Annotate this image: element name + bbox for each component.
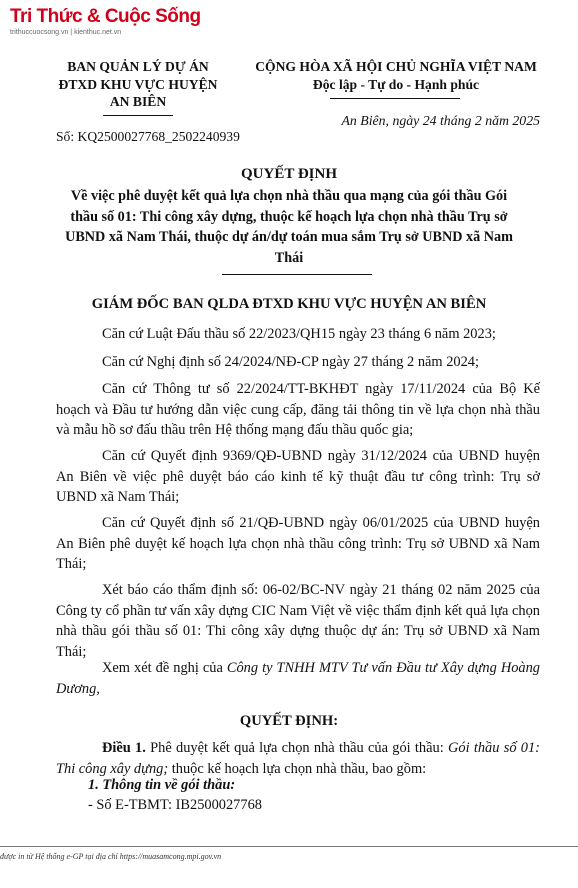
basis-circular: Căn cứ Thông tư số 22/2024/TT-BKHĐT ngày 17/11/2024 của Bộ Kế hoạch và Đầu tư hướng dẫn việc cung cấp, đăng tải thông tin về lựa chọn nhà thầu và mẫu hồ sơ đấu thầu trên Hệ thống mạng đấu thầu quốc gia; <box>56 381 540 438</box>
document-subject <box>40 186 538 268</box>
title-underline <box>222 274 372 275</box>
footer-divider <box>0 846 578 847</box>
proposal-paragraph <box>56 658 540 699</box>
subject-line-3: UBND xã Nam Thái, thuộc dự án/dự toán mua sắm Trụ sở UBND xã Nam <box>65 229 513 245</box>
proposal-prefix: Xem xét đề nghị của <box>102 660 227 676</box>
document-number: Số: KQ2500027768_2502240939 <box>56 129 240 144</box>
appraisal-report: Xét báo cáo thẩm định số: 06-02/BC-NV ngày 21 tháng 02 năm 2025 của Công ty cổ phần tư vấn xây dựng CIC Nam Việt về việc thẩm định kết quả lựa chọn nhà thầu gói thầu số 01: Thi công xây dựng thuộc dự án: Trụ sở UBND xã Nam Thái; <box>56 582 540 660</box>
logo-urls: trithuccuocsong.vn | kienthuc.net.vn <box>10 29 122 36</box>
article-1-label: Điều 1. <box>102 740 146 756</box>
basis-decree: Căn cứ Nghị định số 24/2024/NĐ-CP ngày 27 tháng 2 năm 2024; <box>102 354 480 370</box>
document-title: QUYẾT ĐỊNH <box>241 166 337 182</box>
article-1-text-b: thuộc kế hoạch lựa chọn nhà thầu, bao gồm: <box>168 760 427 777</box>
motto: Độc lập - Tự do - Hạnh phúc <box>312 76 480 92</box>
logo-brand: Tri Thức & Cuộc Sống <box>10 6 201 27</box>
decision-heading: QUYẾT ĐỊNH: <box>239 713 339 729</box>
subject-line-4: Thái <box>274 249 304 266</box>
issuing-agency <box>40 58 236 111</box>
authority-heading: GIÁM ĐỐC BAN QLDA ĐTXD KHU VỰC HUYỆN AN BIÊN <box>91 296 487 312</box>
footer-note: được in từ Hệ thống e-GP tại địa chỉ https://muasamcong.mpi.gov.vn <box>0 852 222 861</box>
proposal-company: Công ty TNHH MTV Tư vấn Đầu tư Xây dựng Hoàng Dương, <box>56 660 540 697</box>
document-date: An Biên, ngày 24 tháng 2 năm 2025 <box>341 113 540 128</box>
section-1-heading: 1. Thông tin về gói thầu: <box>88 777 236 793</box>
agency-underline <box>103 115 173 116</box>
motto-underline <box>330 98 460 99</box>
basis-decision-21: Căn cứ Quyết định số 21/QĐ-UBND ngày 06/01/2025 của UBND huyện An Biên phê duyệt kế hoạch lựa chọn nhà thầu công trình: Trụ sở UBND xã Nam Thái; <box>56 515 540 572</box>
national-motto <box>240 58 552 93</box>
article-1-text-a: Phê duyệt kết quả lựa chọn nhà thầu của gói thầu: <box>145 740 448 756</box>
subject-line-2: thầu số 01: Thi công xây dựng, thuộc kế hoạch lựa chọn nhà thầu Trụ sở <box>70 208 508 225</box>
agency-line-2: ĐTXD KHU VỰC HUYỆN <box>58 76 218 92</box>
national-name: CỘNG HÒA XÃ HỘI CHỦ NGHĨA VIỆT NAM <box>255 59 537 74</box>
article-1 <box>56 738 540 779</box>
article-1-package: Gói thầu số 01: Thi công xây dựng; <box>56 740 540 777</box>
agency-line-3: AN BIÊN <box>109 94 167 109</box>
basis-decision-9369: Căn cứ Quyết định 9369/QĐ-UBND ngày 31/12/2024 của UBND huyện An Biên về việc phê duyệt báo cáo kinh tế kỹ thuật đầu tư công trình: Trụ sở UBND xã Nam Thái; <box>56 448 540 505</box>
tender-notice-number: - Số E-TBMT: IB2500027768 <box>88 797 262 813</box>
site-logo <box>10 6 201 36</box>
subject-line-1: Về việc phê duyệt kết quả lựa chọn nhà thầu qua mạng của gói thầu Gói <box>70 188 508 204</box>
agency-line-1: BAN QUẢN LÝ DỰ ÁN <box>67 59 209 74</box>
basis-law: Căn cứ Luật Đấu thầu số 22/2023/QH15 ngày 23 tháng 6 năm 2023; <box>102 326 496 342</box>
